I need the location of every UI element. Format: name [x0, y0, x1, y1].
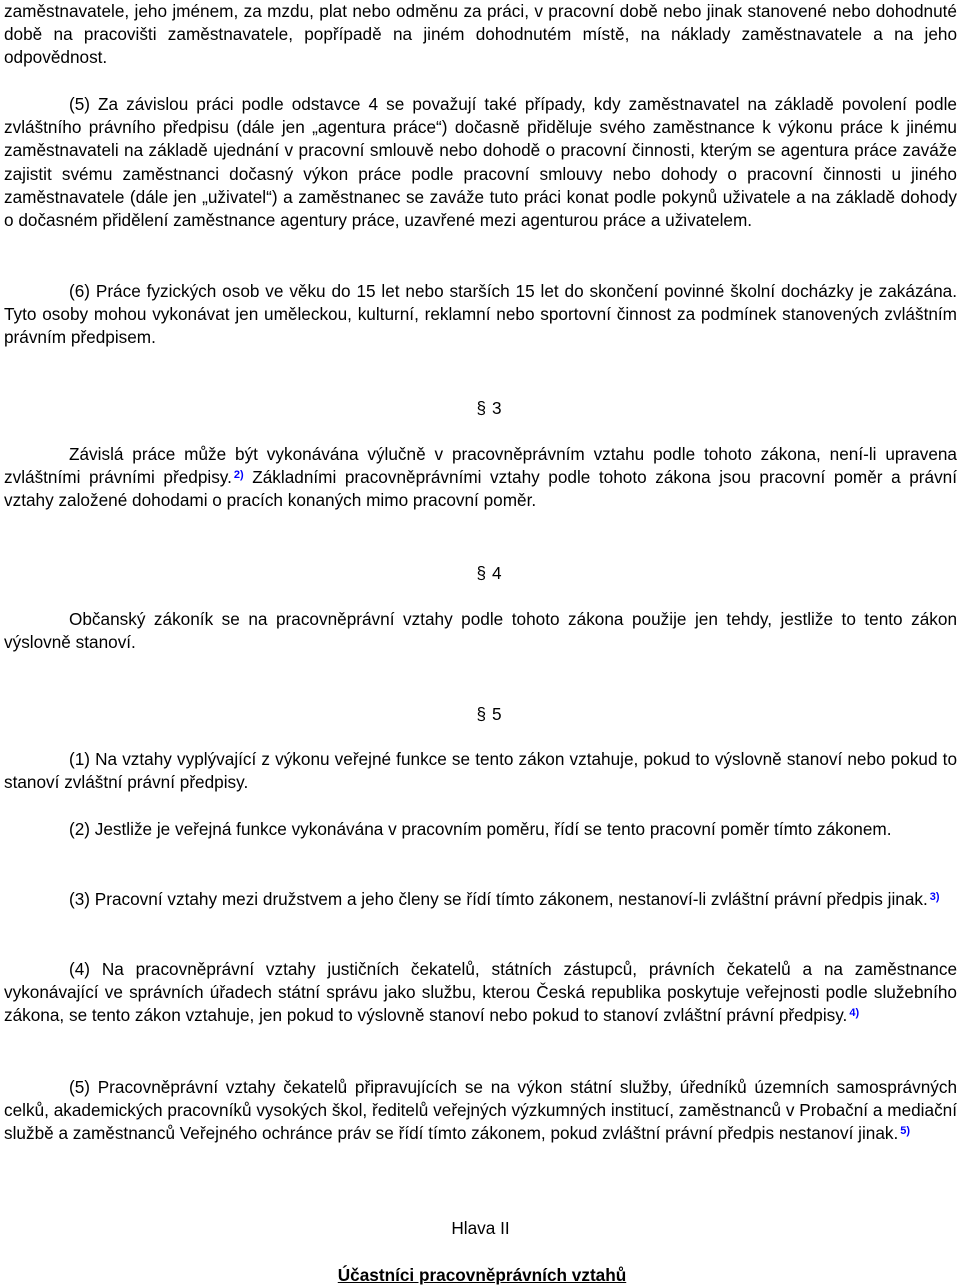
chapter-subtitle [0, 1264, 960, 1287]
paragraph-3 [4, 443, 957, 513]
paragraph-text: Závislá práce může být vykonávána výlučně v pracovněprávním vztahu podle tohoto zákona, není-li upravena zvláštními právními předpisy. [4, 444, 957, 488]
paragraph-5-1 [4, 748, 957, 794]
paragraph-5-3 [4, 888, 957, 911]
paragraph-text: Občanský zákoník se na pracovněprávní vztahy podle tohoto zákona použije jen tehdy, jestliže to tento zákon výslovně stanoví. [4, 609, 957, 653]
chapter-title [4, 1217, 957, 1240]
section-heading-5 [0, 703, 960, 726]
section-number: 5 [492, 704, 502, 724]
paragraph-text: (1) Na vztahy vyplývající z výkonu veřejné funkce se tento zákon vztahuje, pokud to výslovně stanoví nebo pokud to stanoví zvláštní právní předpisy. [4, 749, 957, 793]
paragraph-text: (2) Jestliže je veřejná funkce vykonávána v pracovním poměru, řídí se tento pracovní poměr tímto zákonem. [69, 819, 892, 839]
footnote-ref[interactable]: 2) [233, 469, 244, 482]
paragraph-4 [4, 608, 957, 654]
section-number: 4 [492, 563, 502, 583]
paragraph-continuation [4, 0, 957, 70]
paragraph-2-6 [4, 280, 957, 350]
paragraph-text: (6) Práce fyzických osob ve věku do 15 let nebo starších 15 let do skončení povinné školní docházky je zakázána. Tyto osoby mohou vykonávat jen uměleckou, kulturní, reklamní nebo sportovní činnost za podmínek stanovených zvláštním právním předpisem. [4, 281, 957, 348]
paragraph-text: (5) Pracovněprávní vztahy čekatelů připravujících se na výkon státní služby, úředníků územních samosprávných celků, akademických pracovníků vysokých škol, ředitelů veřejných výzkumných institucí, zaměstnanců v Probační a mediační službě a zaměstnanců Veřejného ochránce práv se řídí tímto zákonem, pokud zvláštní právní předpis nestanoví jinak. [4, 1077, 957, 1144]
paragraph-text: (5) Za závislou práci podle odstavce 4 se považují také případy, kdy zaměstnavatel na základě povolení podle zvláštního právního předpisu (dále jen „agentura práce“) dočasně přiděluje svého zaměstnance k výkonu práce k jinému zaměstnavateli na základě ujednání v pracovní smlouvě nebo dohodě o pracovní činnosti, kterým se agentura práce zaváže zajistit svému zaměstnanci dočasný výkon práce podle pracovní smlouvy nebo dohody o pracovní činnosti u jiného zaměstnavatele (dále jen „uživatel“) a zaměstnanec se zaváže tuto práci konat podle pokynů uživatele a na základě dohody o dočasném přidělení zaměstnance agentury práce, uzavřené mezi agenturou práce a uživatelem. [4, 94, 957, 231]
section-symbol: § [476, 563, 486, 583]
footnote-ref[interactable]: 5) [900, 1125, 911, 1138]
paragraph-text: zaměstnavatele, jeho jménem, za mzdu, plat nebo odměnu za práci, v pracovní době nebo jinak stanovené nebo dohodnuté době na pracovišti zaměstnavatele, popřípadě na jiném dohodnutém místě, na náklady zaměstnavatele a na jeho odpovědnost. [4, 1, 957, 68]
chapter-title-text: Hlava II [451, 1218, 510, 1238]
paragraph-5-5 [4, 1076, 957, 1146]
chapter-subtitle-text: Účastníci pracovněprávních vztahů [337, 1265, 627, 1285]
section-symbol: § [476, 704, 486, 724]
footnote-ref[interactable]: 4) [849, 1007, 860, 1020]
paragraph-5-4 [4, 958, 957, 1028]
section-symbol: § [476, 398, 486, 418]
section-heading-4 [0, 562, 960, 585]
paragraph-text: (4) Na pracovněprávní vztahy justičních čekatelů, státních zástupců, právních čekatelů a na zaměstnance vykonávající ve správních úřadech státní správu jako službu, kterou Česká republika poskytuje veřejnosti podle služebního zákona, se tento zákon vztahuje, jen pokud to výslovně stanoví nebo pokud to stanoví zvláštní právní předpisy. [4, 959, 957, 1026]
footnote-ref[interactable]: 3) [929, 891, 940, 903]
paragraph-text-tail: Základními pracovněprávními vztahy podle tohoto zákona jsou pracovní poměr a právní vztahy založené dohodami o pracích konaných mimo pracovní poměr. [4, 467, 957, 511]
section-heading-3 [0, 397, 960, 420]
paragraph-5-2 [4, 818, 957, 841]
section-number: 3 [492, 398, 502, 418]
paragraph-2-5 [4, 93, 957, 232]
paragraph-text: (3) Pracovní vztahy mezi družstvem a jeho členy se řídí tímto zákonem, nestanoví-li zvláštní právní předpis jinak. [69, 889, 928, 909]
